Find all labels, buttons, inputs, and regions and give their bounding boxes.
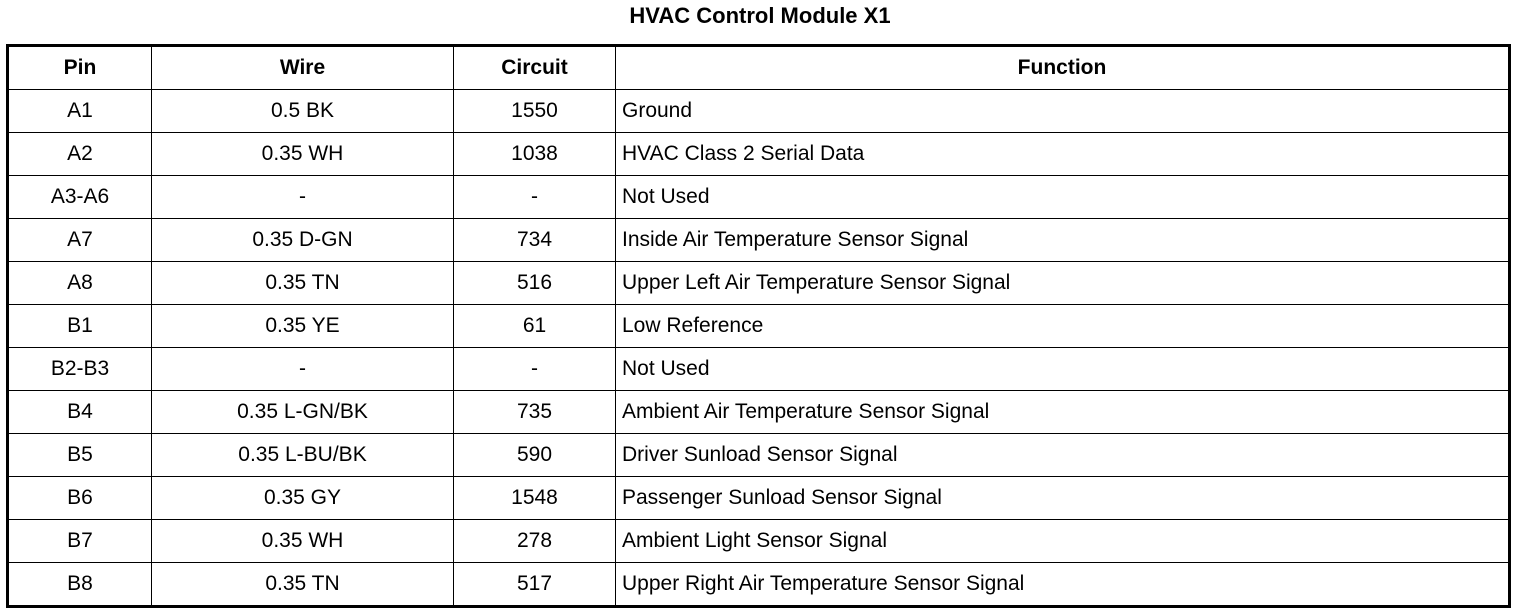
circuit-cell: - <box>454 176 616 219</box>
pin-cell: A8 <box>8 262 152 305</box>
function-cell: Ambient Light Sensor Signal <box>616 520 1510 563</box>
pin-cell: B5 <box>8 434 152 477</box>
table-row <box>8 133 1510 176</box>
wire-cell: 0.5 BK <box>152 90 454 133</box>
pin-cell: A7 <box>8 219 152 262</box>
wire-cell: 0.35 L-BU/BK <box>152 434 454 477</box>
pin-cell: B4 <box>8 391 152 434</box>
function-cell: HVAC Class 2 Serial Data <box>616 133 1510 176</box>
circuit-cell: 735 <box>454 391 616 434</box>
circuit-cell: 1550 <box>454 90 616 133</box>
column-header-pin: Pin <box>8 46 152 90</box>
wire-cell: 0.35 TN <box>152 262 454 305</box>
function-cell: Upper Right Air Temperature Sensor Signal <box>616 563 1510 607</box>
table-row <box>8 305 1510 348</box>
wire-cell: 0.35 WH <box>152 133 454 176</box>
circuit-cell: 1548 <box>454 477 616 520</box>
wire-cell: 0.35 WH <box>152 520 454 563</box>
function-cell: Ground <box>616 90 1510 133</box>
wire-cell: - <box>152 176 454 219</box>
circuit-cell: 590 <box>454 434 616 477</box>
column-header-circuit: Circuit <box>454 46 616 90</box>
circuit-cell: 517 <box>454 563 616 607</box>
function-cell: Ambient Air Temperature Sensor Signal <box>616 391 1510 434</box>
table-row <box>8 477 1510 520</box>
table-row <box>8 520 1510 563</box>
wire-cell: 0.35 TN <box>152 563 454 607</box>
connector-pinout-table <box>6 44 1511 608</box>
table-row <box>8 348 1510 391</box>
pin-cell: A2 <box>8 133 152 176</box>
function-cell: Driver Sunload Sensor Signal <box>616 434 1510 477</box>
table-header-row <box>8 46 1510 90</box>
pin-cell: B2-B3 <box>8 348 152 391</box>
function-cell: Passenger Sunload Sensor Signal <box>616 477 1510 520</box>
table-row <box>8 563 1510 607</box>
pin-cell: B8 <box>8 563 152 607</box>
circuit-cell: 1038 <box>454 133 616 176</box>
circuit-cell: 278 <box>454 520 616 563</box>
function-cell: Low Reference <box>616 305 1510 348</box>
function-cell: Upper Left Air Temperature Sensor Signal <box>616 262 1510 305</box>
table-row <box>8 90 1510 133</box>
table-row <box>8 176 1510 219</box>
pin-cell: B7 <box>8 520 152 563</box>
wire-cell: 0.35 GY <box>152 477 454 520</box>
circuit-cell: 61 <box>454 305 616 348</box>
column-header-function: Function <box>616 46 1510 90</box>
column-header-wire: Wire <box>152 46 454 90</box>
wire-cell: 0.35 D-GN <box>152 219 454 262</box>
table-row <box>8 391 1510 434</box>
pin-cell: B6 <box>8 477 152 520</box>
wire-cell: - <box>152 348 454 391</box>
pin-cell: A3-A6 <box>8 176 152 219</box>
table-row <box>8 219 1510 262</box>
circuit-cell: - <box>454 348 616 391</box>
table-row <box>8 262 1510 305</box>
function-cell: Not Used <box>616 176 1510 219</box>
function-cell: Inside Air Temperature Sensor Signal <box>616 219 1510 262</box>
circuit-cell: 734 <box>454 219 616 262</box>
wire-cell: 0.35 YE <box>152 305 454 348</box>
table-row <box>8 434 1510 477</box>
wire-cell: 0.35 L-GN/BK <box>152 391 454 434</box>
circuit-cell: 516 <box>454 262 616 305</box>
pin-cell: B1 <box>8 305 152 348</box>
page-title: HVAC Control Module X1 <box>629 3 891 28</box>
pin-cell: A1 <box>8 90 152 133</box>
function-cell: Not Used <box>616 348 1510 391</box>
